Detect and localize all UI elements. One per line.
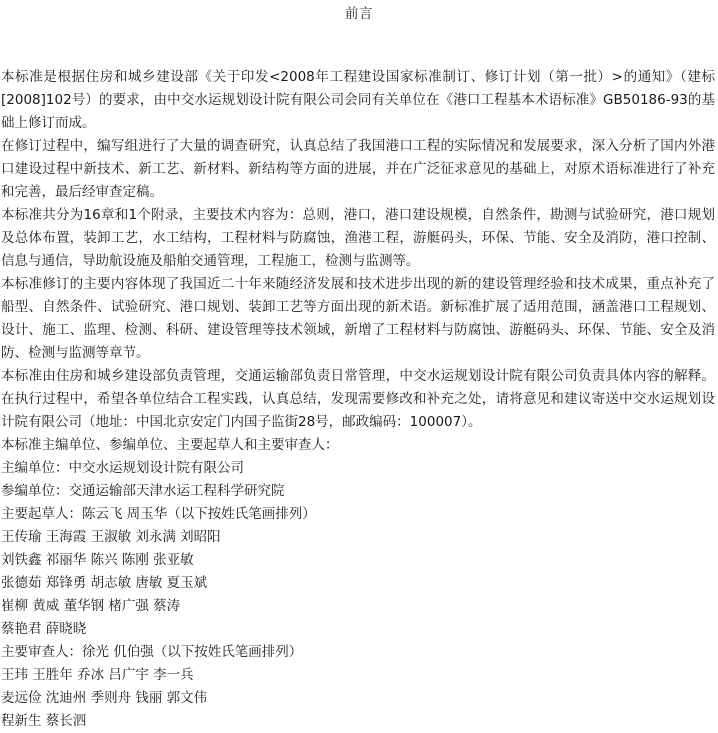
paragraph-basis: 本标准是根据住房和城乡建设部《关于印发<2008年工程建设国家标准制订、修订计划（第一批）>的通知》（建标[2008]102号）的要求，由中交水运规划设计院有限公司会同有关单位在《港口工程基本术语标准》GB50186-93的基础上修订而成。	[1, 69, 715, 131]
chief-editor-unit: 主编单位：中交水运规划设计院有限公司	[1, 460, 244, 476]
paragraph-main-contents: 本标准修订的主要内容体现了我国近二十年来随经济发展和技术进步出现的新的建设管理经验和技术成果，重点补充了船型、自然条件、试验研究、港口规划、装卸工艺等方面出现的新术语。新标准扩展了适用范围，涵盖港口工程规划、设计、施工、监理、检测、科研、建设管理等技术领域，新增了工程材料与防腐蚀、游艇码头、环保、节能、安全及消防、检测与监测等章节。	[1, 276, 715, 361]
document-title: 前言	[345, 6, 373, 22]
main-reviewers-heading: 主要审查人：徐光 仉伯强（以下按姓氏笔画排列）	[1, 644, 303, 660]
main-drafters-heading: 主要起草人：陈云飞 周玉华（以下按姓氏笔画排列）	[1, 506, 316, 522]
paragraph-revision-process: 在修订过程中，编写组进行了大量的调查研究，认真总结了我国港口工程的实际情况和发展要求，深入分析了国内外港口建设过程中新技术、新工艺、新材料、新结构等方面的进展，并在广泛征求意见的基础上，对原术语标准进行了补充和完善，最后经审查定稿。	[1, 138, 715, 200]
drafters-line: 张德茹 郑锋勇 胡志敏 唐敏 夏玉斌	[1, 575, 208, 591]
reviewers-line: 王玮 王胜年 乔冰 吕广宇 李一兵	[1, 667, 194, 683]
drafters-line: 刘铁鑫 祁丽华 陈兴 陈刚 张亚敏	[1, 552, 194, 568]
participating-unit: 参编单位：交通运输部天津水运工程科学研究院	[1, 483, 285, 499]
drafters-line: 蔡艳君 薛晓晓	[1, 621, 87, 637]
drafters-line: 王传瑜 王海霞 王淑敏 刘永满 刘昭阳	[1, 529, 221, 545]
reviewers-line: 麦远俭 沈迪州 季则舟 钱丽 郭文伟	[1, 690, 208, 706]
reviewers-line: 程新生 蔡长泗	[1, 713, 87, 729]
paragraph-management: 本标准由住房和城乡建设部负责管理，交通运输部负责日常管理，中交水运规划设计院有限公司负责具体内容的解释。在执行过程中，希望各单位结合工程实践，认真总结，发现需要修改和补充之处，请将意见和建议寄送中交水运规划设计院有限公司（地址：中国北京安定门内国子监街28号，邮政编码：100007）。	[1, 368, 715, 430]
paragraph-contributors-intro: 本标准主编单位、参编单位、主要起草人和主要审查人：	[1, 437, 339, 453]
document-body	[1, 66, 715, 733]
paragraph-chapters: 本标准共分为16章和1个附录，主要技术内容为：总则，港口，港口建设规模，自然条件，勘测与试验研究，港口规划及总体布置，装卸工艺，水工结构，工程材料与防腐蚀，渔港工程，游艇码头，环保、节能、安全及消防，港口控制、信息与通信，导助航设施及船舶交通管理，工程施工，检测与监测等。	[1, 207, 715, 269]
drafters-line: 崔柳 黄威 董华钢 楮广强 蔡涛	[1, 598, 181, 614]
